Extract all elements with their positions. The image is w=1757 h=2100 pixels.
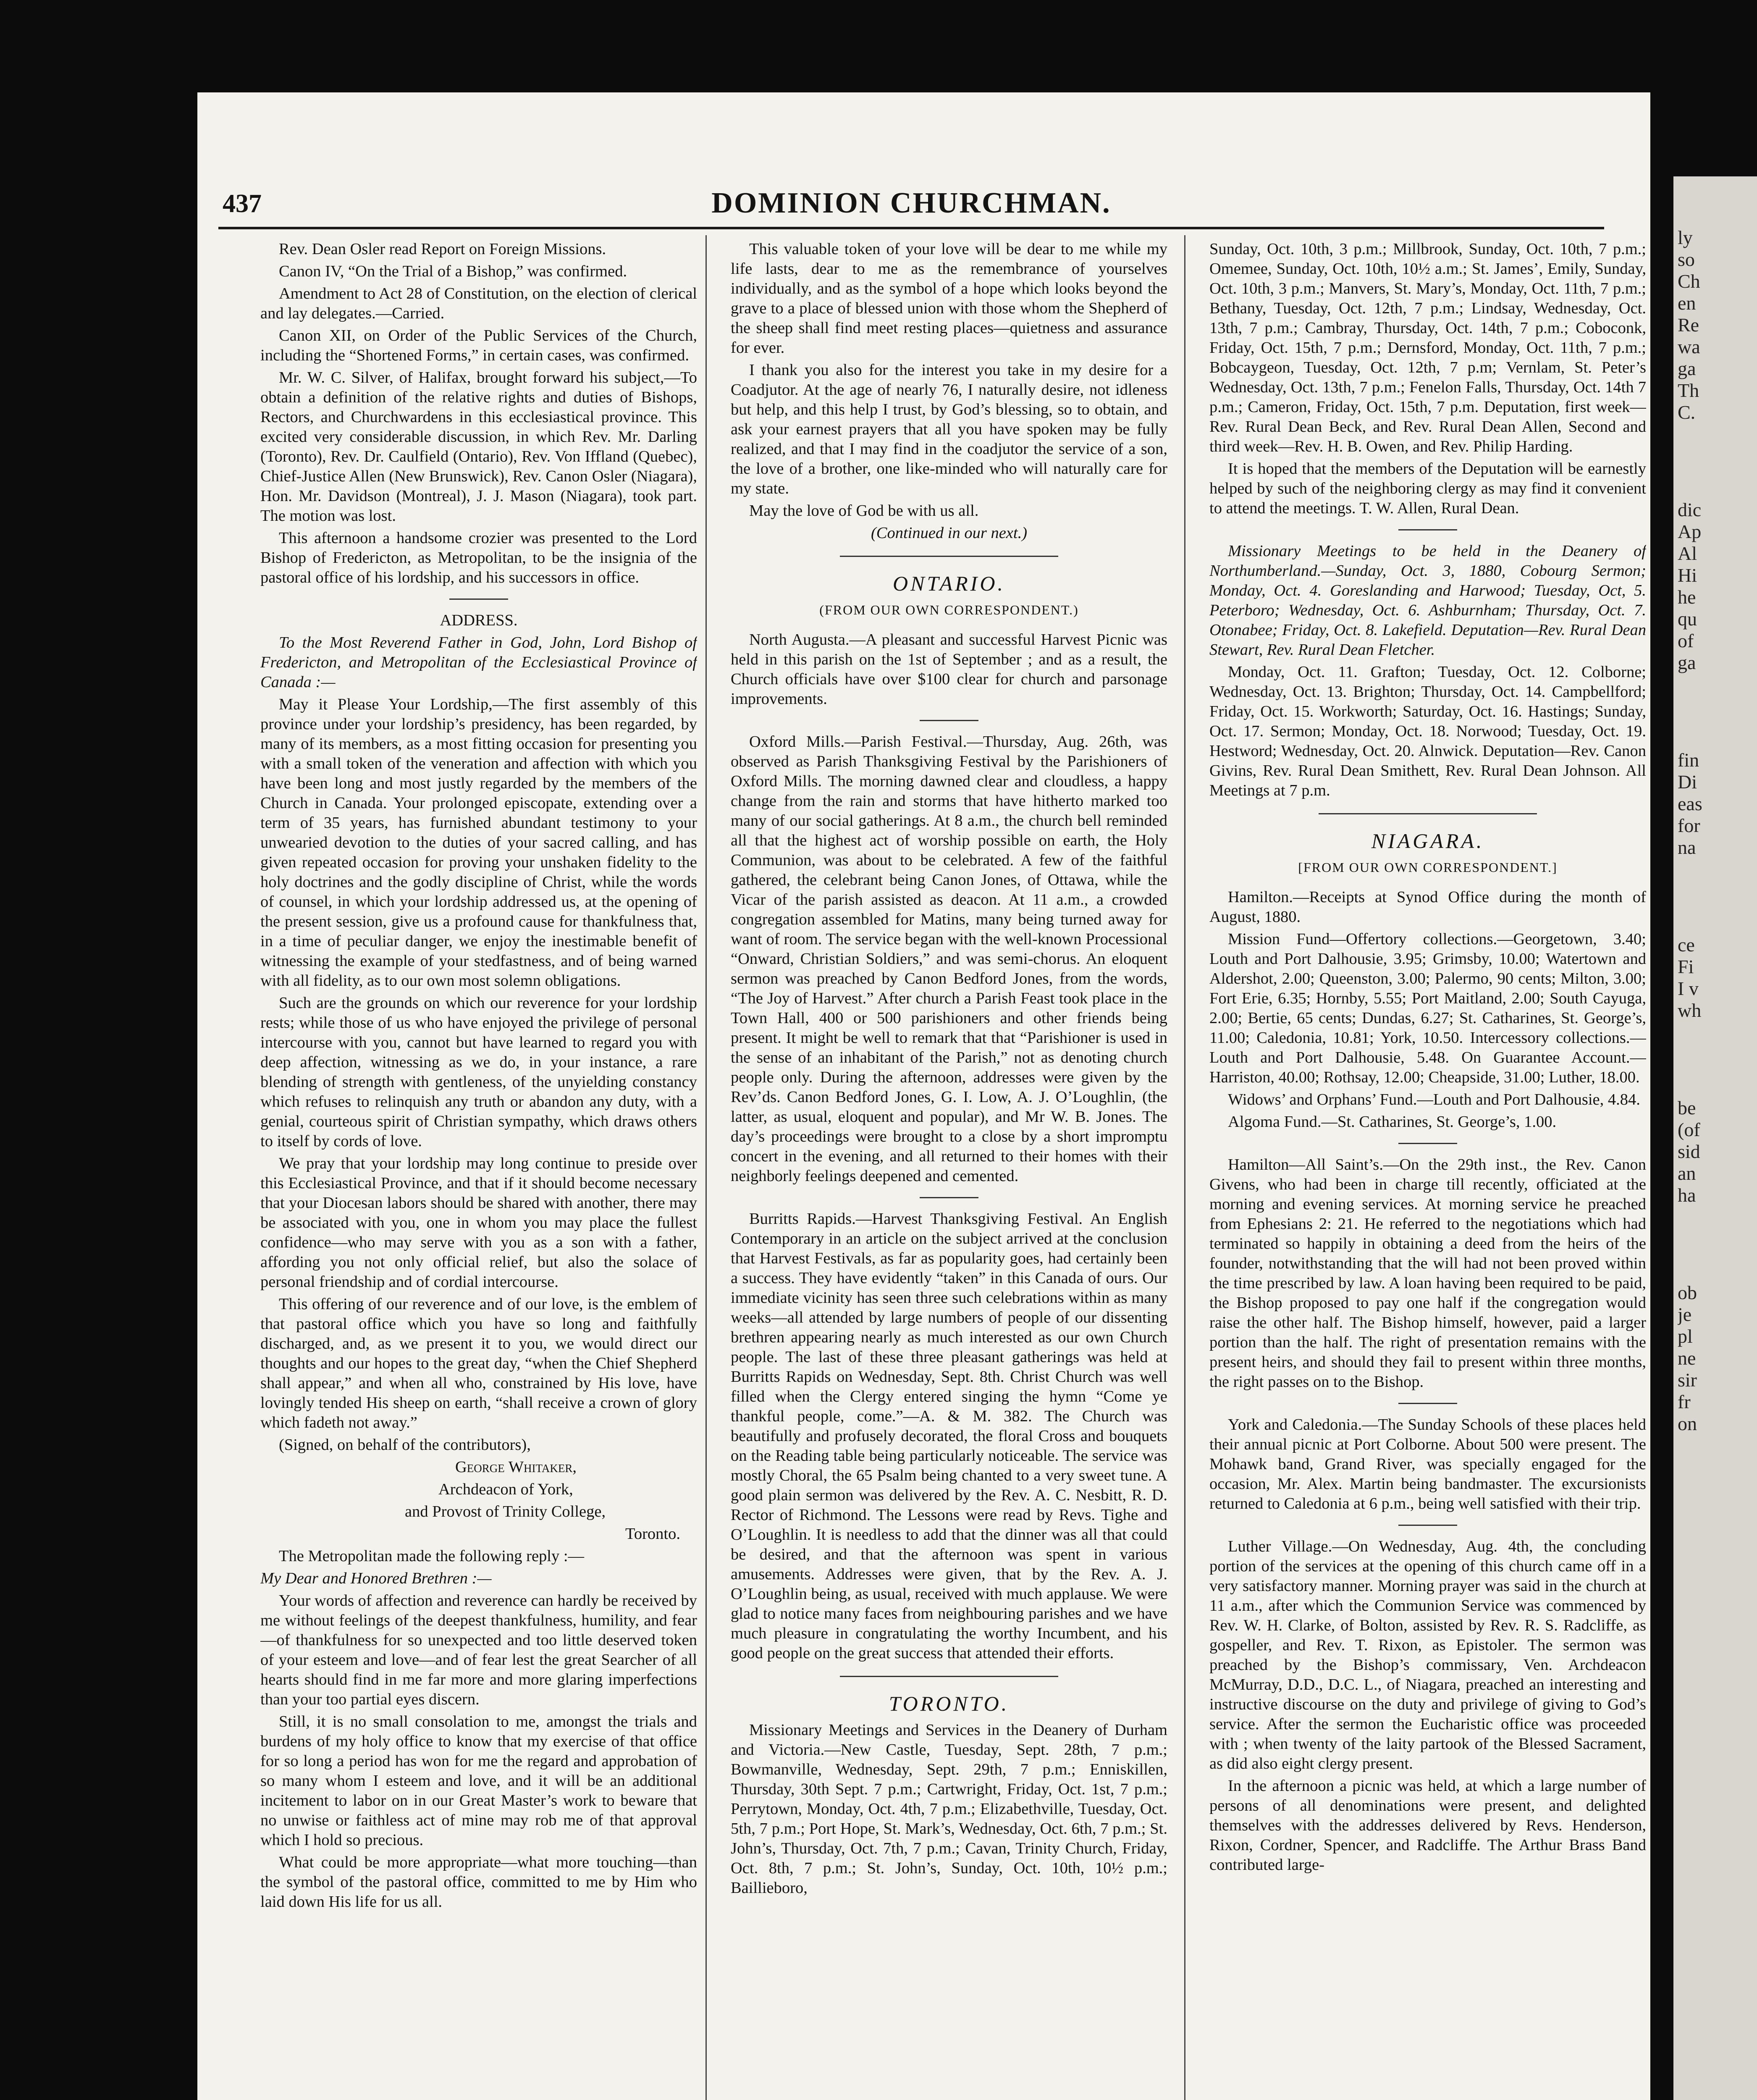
paragraph: Canon IV, “On the Trial of a Bishop,” was confirmed. xyxy=(279,262,627,280)
edge-fragment-line: ce xyxy=(1678,934,1695,956)
edge-fragment-line: Al xyxy=(1678,543,1697,564)
edge-fragment-line: qu xyxy=(1678,608,1697,630)
edge-fragment-line xyxy=(1678,1021,1749,1097)
paragraph: This valuable token of your love will be dear to me while my life lasts, dear to me as the remembrance of yourselves individually, and as the symbol of a hope which looks beyond the grave to a place of blessed union with those whom the Shepherd of the sheep shall find meet resting places—quietness and assurance for ever. xyxy=(731,240,1167,357)
edge-fragment-line: Di xyxy=(1678,771,1697,793)
adjacent-page-edge xyxy=(1673,176,1757,2100)
paragraph: Missionary Meetings and Services in the Deanery of Durham and Victoria.—New Castle, Tuesday, Sept. 28th, 7 p.m.; Bowmanville, Wednesday, Sept. 29th, 7 p.m.; Enniskillen, Thursday, 30th Sept. 7 p.m.; Cartwright, Friday, Oct. 1st, 7 p.m.; Perrytown, Monday, Oct. 4th, 7 p.m.; Elizabethville, Tuesday, Oct. 5th, 7 p.m.; Port Hope, St. Mark’s, Wednesday, Oct. 6th, 7 p.m.; St. John’s, Thursday, Oct. 7th, 7 p.m.; Cavan, Trinity Church, Friday, Oct. 8th, 7 p.m.; St. John’s, Sunday, Oct. 10th, 10½ p.m.; Baillieboro, xyxy=(731,1721,1167,1897)
paragraph: May the love of God be with us all. xyxy=(749,502,979,520)
edge-fragment-line: ob xyxy=(1678,1282,1697,1303)
edge-fragment-line xyxy=(1678,423,1749,499)
edge-fragment-line: Fi xyxy=(1678,956,1694,977)
signature-title: Archdeacon of York, xyxy=(438,1480,573,1498)
address-recipient: To the Most Reverend Father in God, John, Lord Bishop of Fredericton, and Metropolitan of the Ecclesiastical Province of Canada :— xyxy=(260,634,697,691)
edge-fragment-line: C. xyxy=(1678,402,1696,423)
paragraph: Burritts Rapids.—Harvest Thanksgiving Festival. An English Contemporary in an article on the subject arrived at the conclusion that Harvest Festivals, as far as popularity goes, had certainly been a success. They have evidently “taken” in this Canada of ours. Our immediate vicinity has seen three such celebrations within as many weeks—all attended by large numbers of people of our dissenting brethren appearing nearly as much interested as our own Church people. The last of these three pleasant gatherings was held at Burritts Rapids on Wednesday, Sept. 8th. Christ Church was well filled when the Clergy entered singing the hymn “Come ye thankful people, come.”—A. & M. 382. The Church was beautifully and profusely decorated, the floral Cross and bouquets on the Reading table being particularly noticeable. The service was mostly Choral, the 65 Psalm being chanted to a very sweet tune. A good plain sermon was delivered by the Rev. A. C. Nesbitt, R. D. Rector of Richmond. The Lessons were read by Revs. Tighe and O’Loughlin. It is needless to add that the dinner was all that could be desired, and that the afternoon was spent in various amusements. Addresses were given, that by the Rev. A. J. O’Loughlin being, as usual, received with much applause. We were glad to notice many faces from neighbouring parishes and we have much pleasure in congratulating the worthy Incumbent, and his good people on the great success that attended their efforts. xyxy=(731,1210,1167,1662)
adjacent-page-fragments xyxy=(1678,227,1749,1435)
edge-fragment-line: wh xyxy=(1678,1000,1702,1021)
edge-fragment-line: sir xyxy=(1678,1369,1697,1391)
edge-fragment-line: so xyxy=(1678,249,1695,270)
paragraph: Hamilton.—Receipts at Synod Office during the month of August, 1880. xyxy=(1209,888,1646,926)
paragraph: North Augusta.—A pleasant and successful Harvest Picnic was held in this parish on the 1st of September ; and as a result, the Church officials have over $100 clear for church and parsonage improvements. xyxy=(731,631,1167,708)
paragraph: Luther Village.—On Wednesday, Aug. 4th, the concluding portion of the services at the opening of this church came off in a very satisfactory manner. Morning prayer was said in the church at 11 a.m., after which the Communion Service was commenced by Rev. W. H. Clarke, of Bolton, assisted by Rev. R. S. Radcliffe, as gospeller, and Rev. T. Rixon, as Epistoler. The sermon was preached by the Bishop’s commissary, Ven. Archdeacon McMurray, D.D., D.C. L., of Niagara, preached an interesting and instructive discourse on the duty and privilege of giving to God’s service. After the sermon the Eucharistic office was proceeded with ; when twenty of the laity partook of the Blessed Sacrament, as did also eight clergy present. xyxy=(1209,1538,1646,1772)
paragraph: Mission Fund—Offertory collections.—Georgetown, 3.40; Louth and Port Dalhousie, 3.95; Grimsby, 10.00; Watertown and Aldershot, 2.00; Queenston, 3.00; Palermo, 90 cents; Milton, 3.00; Fort Erie, 6.35; Hornby, 5.55; Port Maitland, 2.00; South Cayuga, 2.00; Bertie, 65 cents; Dundas, 6.27; St. Catharines, St. George’s, 11.00; Caledonia, 10.81; York, 10.50. Intercessory collections.—Louth and Port Dalhousie, 5.48. On Guarantee Account.—Harriston, 40.00; Rothsay, 12.00; Cheapside, 31.00; Luther, 18.00. xyxy=(1209,930,1646,1086)
section-rule xyxy=(1398,1525,1457,1526)
edge-fragment-line: Th xyxy=(1678,380,1699,401)
edge-fragment-line xyxy=(1678,674,1749,749)
paragraph: The Metropolitan made the following reply :— xyxy=(279,1547,585,1565)
masthead-title: DOMINION CHURCHMAN. xyxy=(711,187,1111,219)
paragraph: Your words of affection and reverence can hardly be received by me without feelings of the deepest thankfulness, humility, and fear—of thankfulness for so unexpected and too little deserved token of your esteem and love—and of fear lest the great Searcher of all hearts should find in me far more and more glaring imperfections than your too partial eyes discern. xyxy=(260,1592,697,1708)
edge-fragment-line xyxy=(1678,858,1749,934)
section-rule xyxy=(840,1676,1058,1677)
paragraph: May it Please Your Lordship,—The first assembly of this province under your lordship’s presidency, has been regarded, by many of its members, as a most fitting occasion for presenting you with a small token of the veneration and affection with which you have been long and most justly regarded by the members of the Church in Canada. Your prolonged episcopate, extending over a term of 35 years, has furnished abundant testimony to your unwearied devotion to the duties of your sacred calling, and has given repeated occasion for proving your unshaken fidelity to the holy doctrines and the godly discipline of Christ, while the words of counsel, in which your lordship addressed us, at the opening of the present session, give us a profound cause for thankfulness that, in a time of peculiar danger, we enjoy the inestimable benefit of witnessing the example of your stedfastness, and of being warned with all fidelity, as to our own most solemn obligations. xyxy=(260,696,697,990)
column-divider xyxy=(1184,235,1185,2100)
edge-fragment-line: ga xyxy=(1678,652,1696,673)
paragraph: It is hoped that the members of the Deputation will be earnestly helped by such of the neighboring clergy as may find it convenient to attend the meetings. T. W. Allen, Rural Dean. xyxy=(1209,460,1646,517)
edge-fragment-line: dic xyxy=(1678,499,1702,520)
paragraph: In the afternoon a picnic was held, at which a large number of persons of all denominations were present, and delighted themselves with the addresses delivered by Revs. Henderson, Rixon, Cordner, Spencer, and Radcliffe. The Arthur Brass Band contributed large- xyxy=(1209,1777,1646,1874)
edge-fragment-line xyxy=(1678,1206,1749,1282)
paragraph: Amendment to Act 28 of Constitution, on the election of clerical and lay delegates.—Carried. xyxy=(260,285,697,322)
edge-fragment-line: ne xyxy=(1678,1347,1696,1369)
edge-fragment-line: en xyxy=(1678,292,1696,314)
signature-note: (Signed, on behalf of the contributors), xyxy=(279,1436,531,1454)
section-rule xyxy=(449,598,508,600)
edge-fragment-line: ga xyxy=(1678,358,1696,379)
address-heading: ADDRESS. xyxy=(440,612,518,629)
section-heading-ontario: ONTARIO. xyxy=(893,572,1005,595)
edge-fragment-line: Ap xyxy=(1678,521,1702,542)
header-rule xyxy=(218,227,1604,229)
paragraph: Hamilton—All Saint’s.—On the 29th inst., the Rev. Canon Givens, who had been in charge till recently, officiated at the morning and evening services. At morning service he preached from Ephesians 2: 21. He referred to the negotiations which had terminated so happily in obtaining a deed from the heirs of the founder, notwithstanding that the will had not been proved within the time prescribed by law. A loan having been required to be paid, the Bishop proposed to pay one half if the congregation would raise the other half. The Bishop himself, however, paid a larger portion than the half. The right of presentation remains with the present heirs, and should they fail to present within three months, the right passes on to the Bishop. xyxy=(1209,1156,1646,1391)
paragraph: Such are the grounds on which our reverence for your lordship rests; while those of us who have enjoyed the privilege of personal intercourse with you, cannot but have learned to regard you with deep affection, witnessing as we do, in your instance, a rare blending of strength with gentleness, of the unyielding constancy which refuses to relinquish any truth or abandon any duty, with a genial, courteous spirit of Christian sympathy, which draws others to itself by cords of love. xyxy=(260,994,697,1150)
paragraph: Monday, Oct. 11. Grafton; Tuesday, Oct. 12. Colborne; Wednesday, Oct. 13. Brighton; Thursday, Oct. 14. Campbellford; Friday, Oct. 15. Workworth; Saturday, Oct. 16. Hastings; Sunday, Oct. 17. Sermon; Monday, Oct. 18. Norwood; Tuesday, Oct. 19. Hestword; Wednesday, Oct. 20. Alnwick. Deputation—Rev. Canon Givins, Rev. Rural Dean Smithett, Rev. Rural Dean Johnson. All Meetings at 7 p.m. xyxy=(1209,663,1646,799)
paragraph: York and Caledonia.—The Sunday Schools of these places held their annual picnic at Port Colborne. About 500 were present. The Mohawk band, Grand River, was specially engaged for the occasion, Mr. Alex. Martin being bandmaster. The excursionists returned to Caledonia at 6 p.m., being well satisfied with their trip. xyxy=(1209,1416,1646,1512)
edge-fragment-line: an xyxy=(1678,1163,1696,1184)
edge-fragment-line: je xyxy=(1678,1304,1692,1325)
section-rule xyxy=(1398,1143,1457,1144)
continued-note: (Continued in our next.) xyxy=(871,524,1028,542)
section-rule xyxy=(1398,1403,1457,1404)
edge-fragment-line: sid xyxy=(1678,1141,1700,1162)
page-number: 437 xyxy=(223,189,262,218)
edge-fragment-line: for xyxy=(1678,815,1700,836)
paragraph: We pray that your lordship may long continue to preside over this Ecclesiastical Province, and that if it should become necessary that your Diocesan labors should be shared with another, there may be associated with you, one in whom you may place the fullest confidence—who may serve with you as a son with a father, affording you not only official relief, but also the solace of personal friendship and of cordial intercourse. xyxy=(260,1155,697,1291)
edge-fragment-line: eas xyxy=(1678,793,1702,814)
paragraph: Widows’ and Orphans’ Fund.—Louth and Port Dalhousie, 4.84. xyxy=(1228,1091,1640,1108)
edge-fragment-line: Hi xyxy=(1678,564,1697,586)
paragraph: Mr. W. C. Silver, of Halifax, brought forward his subject,—To obtain a definition of the relative rights and duties of Bishops, Rectors, and Churchwardens in this ecclesiastical province. This excited very considerable discussion, in which Rev. Mr. Darling (Toronto), Rev. Dr. Caulfield (Ontario), Rev. Von Iffland (Quebec), Chief-Justice Allen (New Brunswick), Rev. Canon Osler (Niagara), Hon. Mr. Davidson (Montreal), J. J. Mason (Niagara), took part. The motion was lost. xyxy=(260,369,697,525)
edge-fragment-line: pl xyxy=(1678,1326,1693,1347)
paragraph: Algoma Fund.—St. Catharines, St. George’s, 1.00. xyxy=(1228,1113,1557,1131)
edge-fragment-line: fin xyxy=(1678,749,1699,771)
edge-fragment-line: Re xyxy=(1678,314,1699,336)
section-rule xyxy=(920,720,978,721)
column-2 xyxy=(731,239,1167,2100)
column-divider xyxy=(705,235,707,2100)
edge-fragment-line: be xyxy=(1678,1097,1696,1118)
edge-fragment-line: (of xyxy=(1678,1119,1700,1140)
correspondent-note: [FROM OUR OWN CORRESPONDENT.] xyxy=(1298,860,1558,875)
paragraph: This offering of our reverence and of our love, is the emblem of that pastoral office which you have so long and faithfully discharged, and, as we present it to you, we would direct our thoughts and our hopes to the great day, “when the Chief Shepherd shall appear,” and when all who, constrained by His love, have lovingly tended His sheep on earth, “shall receive a crown of glory which fadeth not away.” xyxy=(260,1295,697,1431)
edge-fragment-line: Ch xyxy=(1678,270,1700,292)
edge-fragment-line: fr xyxy=(1678,1391,1691,1412)
section-rule xyxy=(1319,813,1537,814)
edge-fragment-line: ly xyxy=(1678,227,1693,248)
section-heading-toronto: TORONTO. xyxy=(889,1692,1010,1715)
edge-fragment-line: of xyxy=(1678,630,1694,651)
correspondent-note: (FROM OUR OWN CORRESPONDENT.) xyxy=(819,602,1079,617)
section-rule xyxy=(1398,529,1457,530)
section-rule xyxy=(920,1197,978,1198)
paragraph: Canon XII, on Order of the Public Services of the Church, including the “Shortened Forms,” in certain cases, was confirmed. xyxy=(260,327,697,364)
salutation: My Dear and Honored Brethren :— xyxy=(260,1570,492,1587)
signature-place: Toronto. xyxy=(625,1525,680,1543)
paragraph: Sunday, Oct. 10th, 3 p.m.; Millbrook, Sunday, Oct. 10th, 7 p.m.; Omemee, Sunday, Oct. 10th, 10½ a.m.; St. James’, Emily, Sunday, Oct. 10th, 3 p.m.; Manvers, St. Mary’s, Monday, Oct. 11th, 7 p.m.; Bethany, Tuesday, Oct. 12th, 7 p.m.; Lindsay, Wednesday, Oct. 13th, 7 p.m.; Cambray, Thursday, Oct. 14th, 7 p.m.; Coboconk, Friday, Oct. 15th, 7 p.m.; Dernsford, Monday, Oct. 11th, 7 p.m.; Bobcaygeon, Tuesday, Oct. 12th, 7 p.m; Vernlam, St. Peter’s Wednesday, Oct. 13th, 7 p.m.; Fenelon Falls, Thursday, Oct. 14th 7 p.m.; Cameron, Friday, Oct. 15th, 7 p.m. Deputation, first week—Rev. Rural Dean Beck, and Rev. Rural Dean Allen, Second and third week—Rev. H. B. Owen, and Rev. Philip Harding. xyxy=(1209,240,1646,455)
edge-fragment-line: wa xyxy=(1678,336,1700,357)
edge-fragment-line: ha xyxy=(1678,1184,1696,1206)
section-rule xyxy=(840,556,1058,557)
paragraph: What could be more appropriate—what more touching—than the symbol of the pastoral office, committed to me by Him who laid down His life for us all. xyxy=(260,1853,697,1911)
column-1 xyxy=(260,239,697,2100)
column-3 xyxy=(1209,239,1646,2100)
page-header xyxy=(218,181,1604,227)
signature-name: George Whitaker, xyxy=(455,1458,577,1476)
edge-fragment-line: on xyxy=(1678,1413,1697,1434)
paragraph: I thank you also for the interest you take in my desire for a Coadjutor. At the age of nearly 76, I naturally desire, not idleness but help, and this help I trust, by God’s blessing, so to obtain, and ask your earnest prayers that all you have spoken may be fully realized, and that I may find in the coadjutor the service of a son, the love of a brother, one like-minded who will naturally care for my state. xyxy=(731,361,1167,497)
signature-title: and Provost of Trinity College, xyxy=(405,1503,606,1520)
paragraph: Oxford Mills.—Parish Festival.—Thursday, Aug. 26th, was observed as Parish Thanksgiving Festival by the Parishioners of Oxford Mills. The morning dawned clear and cloudless, a happy change from the rain and storms that have hitherto marked too many of our social gatherings. At 8 a.m., the church bell reminded all that the highest act of worship possible on earth, the Holy Communion, was about to be celebrated. A few of the faithful gathered, the celebrant being Canon Jones, of Ottawa, while the Vicar of the parish assisted as deacon. At 11 a.m., a crowded congregation assembled for Matins, many being turned away for want of room. The service began with the well-known Processional “Onward, Christian Soldiers,” and was semi-chorus. An eloquent sermon was preached by Canon Bedford Jones, from the words, “The Joy of Harvest.” After church a Parish Feast took place in the Town Hall, 400 or 500 parishioners and other friends being present. It might be well to remark that that “Parishioner is used in the sense of an inhabitant of the Parish,” not as denoting church people only. During the afternoon, addresses were given by the Rev’ds. Canon Bedford Jones, G. I. Low, A. J. O’Loughlin, (the latter, as usual, eloquent and popular), and Mr W. B. Jones. The day’s proceedings were brought to a close by a short impromptu concert in the evening, and all returned to their homes with their neighborly feelings deepened and cemented. xyxy=(731,733,1167,1185)
edge-fragment-line: na xyxy=(1678,837,1696,858)
edge-fragment-line: I v xyxy=(1678,978,1699,999)
paragraph: This afternoon a handsome crozier was presented to the Lord Bishop of Fredericton, as Metropolitan, to be the insignia of the pastoral office of his lordship, and his successors in office. xyxy=(260,529,697,586)
paragraph: Still, it is no small consolation to me, amongst the trials and burdens of my holy office to know that my exercise of that office for so long a period has won for me the regard and approbation of so many whom I esteem and love, and it will be an additional incitement to labor on in our Great Master’s work to beware that no unwise or faithless act of mine may rob me of that approval which I hold so precious. xyxy=(260,1713,697,1849)
edge-fragment-line: he xyxy=(1678,586,1696,608)
paragraph: Rev. Dean Osler read Report on Foreign Missions. xyxy=(279,240,606,258)
section-heading-niagara: NIAGARA. xyxy=(1371,829,1484,853)
paragraph: Missionary Meetings to be held in the Deanery of Northumberland.—Sunday, Oct. 3, 1880, Cobourg Sermon; Monday, Oct. 4. Goreslanding and Harwood; Tuesday, Oct, 5. Peterboro; Wednesday, Oct. 6. Ashburnham; Thursday, Oct. 7. Otonabee; Friday, Oct. 8. Lakefield. Deputation—Rev. Rural Dean Stewart, Rev. Rural Dean Fletcher. xyxy=(1209,542,1646,659)
